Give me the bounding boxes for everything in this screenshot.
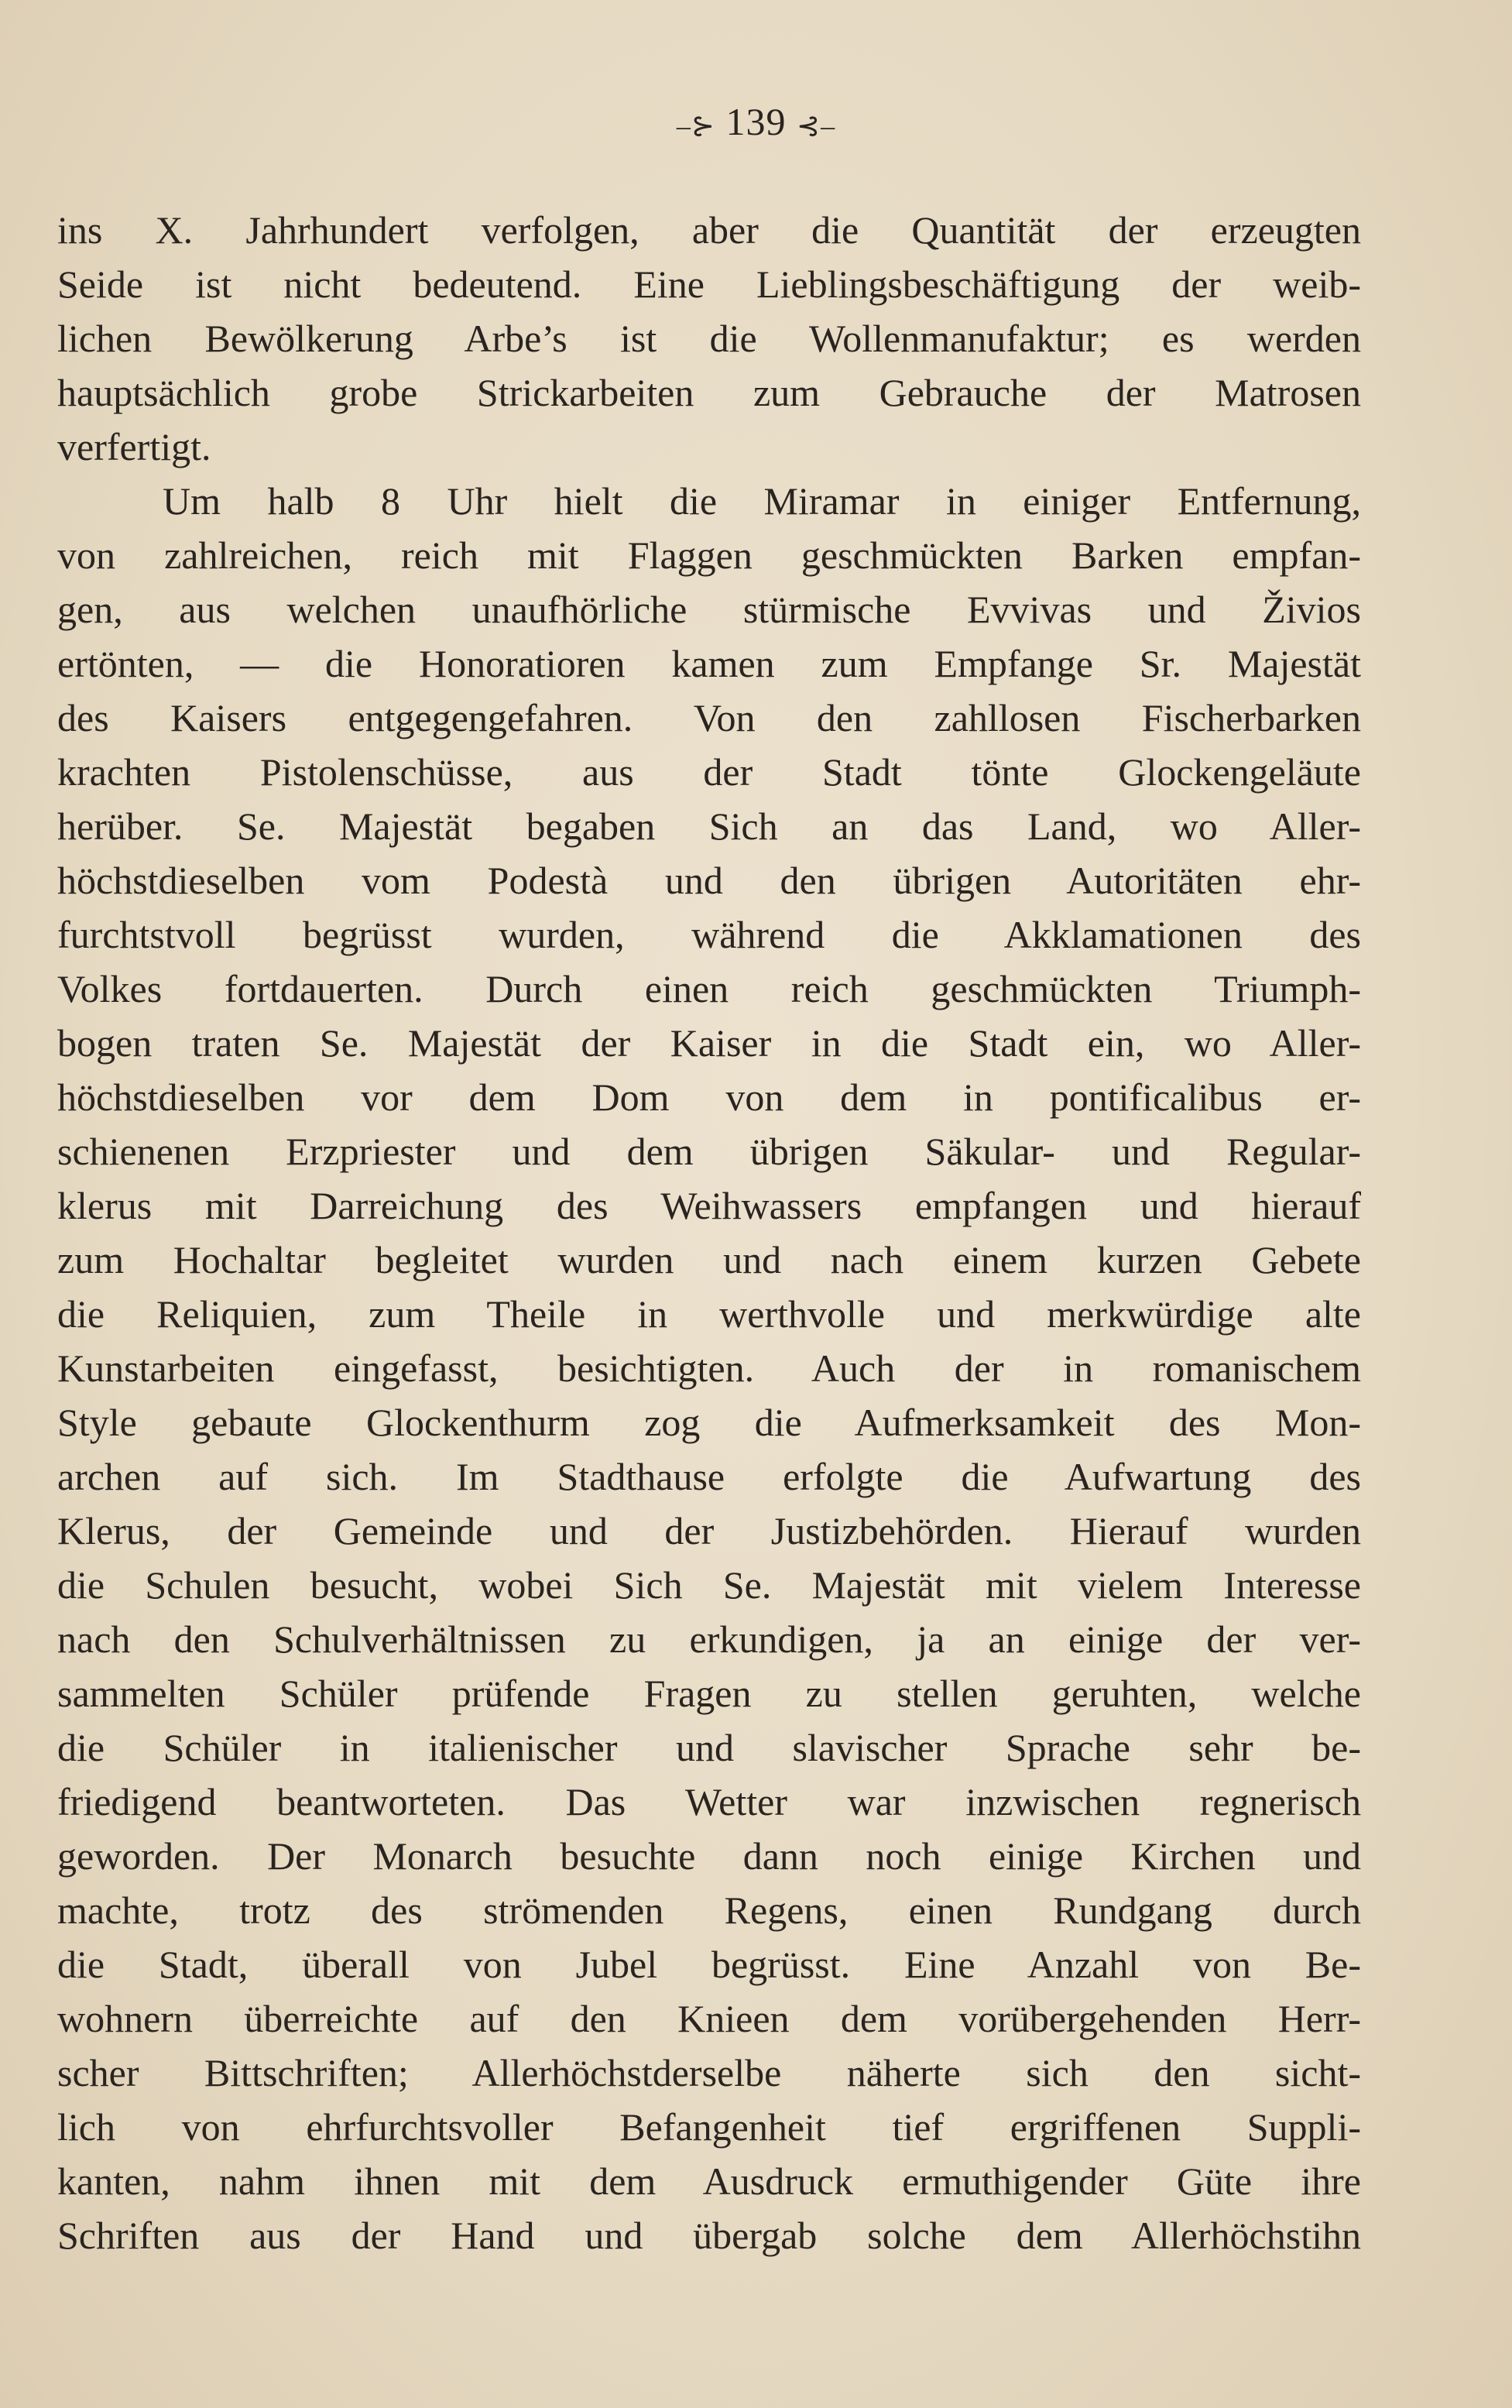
text-line: die Reliquien, zum Theile in werthvolle und merkwürdige alte bbox=[57, 1292, 1361, 1336]
text-line: lich von ehrfurchtsvoller Befangenheit tief ergriffenen Suppli- bbox=[57, 2105, 1361, 2149]
text-line: gen, aus welchen unaufhörliche stürmische Evvivas und Živios bbox=[57, 588, 1361, 631]
text-line: kanten, nahm ihnen mit dem Ausdruck ermuthigender Güte ihre bbox=[57, 2159, 1361, 2203]
text-line: höchstdieselben vor dem Dom von dem in pontificalibus er- bbox=[57, 1075, 1361, 1119]
text-line: von zahlreichen, reich mit Flaggen geschmückten Barken empfan- bbox=[57, 533, 1361, 577]
text-line: sammelten Schüler prüfende Fragen zu stellen geruhten, welche bbox=[57, 1672, 1361, 1715]
ornament-right-icon: ⊰– bbox=[797, 110, 836, 142]
text-line: schienenen Erzpriester und dem übrigen Säkular- und Regular- bbox=[57, 1130, 1361, 1173]
text-line: Volkes fortdauerten. Durch einen reich geschmückten Triumph- bbox=[57, 967, 1361, 1010]
text-line: herüber. Se. Majestät begaben Sich an das Land, wo Aller- bbox=[57, 804, 1361, 848]
text-line: geworden. Der Monarch besuchte dann noch einige Kirchen und bbox=[57, 1834, 1361, 1878]
text-line: ertönten, — die Honoratioren kamen zum Empfange Sr. Majestät bbox=[57, 642, 1361, 685]
text-line: die Schüler in italienischer und slavischer Sprache sehr be- bbox=[57, 1726, 1361, 1769]
text-line: Klerus, der Gemeinde und der Justizbehörden. Hierauf wurden bbox=[57, 1509, 1361, 1552]
text-line: die Stadt, überall von Jubel begrüsst. Eine Anzahl von Be- bbox=[57, 1943, 1361, 1986]
text-line: friedigend beantworteten. Das Wetter war inzwischen regnerisch bbox=[57, 1780, 1361, 1823]
text-line: ins X. Jahrhundert verfolgen, aber die Quantität der erzeugten bbox=[57, 208, 1361, 252]
text-line: archen auf sich. Im Stadthause erfolgte die Aufwartung des bbox=[57, 1455, 1361, 1498]
text-line: klerus mit Darreichung des Weihwassers empfangen und hierauf bbox=[57, 1184, 1361, 1227]
text-line: des Kaisers entgegengefahren. Von den zahllosen Fischerbarken bbox=[57, 696, 1361, 739]
text-line: verfertigt. bbox=[57, 425, 211, 468]
text-line: Um halb 8 Uhr hielt die Miramar in einiger Entfernung, bbox=[163, 479, 1361, 523]
text-line: bogen traten Se. Majestät der Kaiser in die Stadt ein, wo Aller- bbox=[57, 1021, 1361, 1065]
text-line: Style gebaute Glockenthurm zog die Aufmerksamkeit des Mon- bbox=[57, 1401, 1361, 1444]
text-line: Schriften aus der Hand und übergab solche dem Allerhöchstihn bbox=[57, 2214, 1361, 2257]
text-line: furchtstvoll begrüsst wurden, während die Akklamationen des bbox=[57, 913, 1361, 956]
text-line: die Schulen besucht, wobei Sich Se. Majestät mit vielem Interesse bbox=[57, 1563, 1361, 1607]
text-line: hauptsächlich grobe Strickarbeiten zum Gebrauche der Matrosen bbox=[57, 371, 1361, 414]
text-line: wohnern überreichte auf den Knieen dem vorübergehenden Herr- bbox=[57, 1997, 1361, 2040]
page-number: 139 bbox=[725, 100, 787, 143]
ornament-left-icon: –⊱ bbox=[676, 110, 715, 142]
text-line: höchstdieselben vom Podestà und den übrigen Autoritäten ehr- bbox=[57, 859, 1361, 902]
text-line: Seide ist nicht bedeutend. Eine Lieblingsbeschäftigung der weib- bbox=[57, 262, 1361, 306]
text-line: Kunstarbeiten eingefasst, besichtigten. Auch der in romanischem bbox=[57, 1346, 1361, 1390]
text-line: nach den Schulverhältnissen zu erkundigen, ja an einige der ver- bbox=[57, 1617, 1361, 1661]
text-line: scher Bittschriften; Allerhöchstderselbe näherte sich den sicht- bbox=[57, 2051, 1361, 2094]
text-line: machte, trotz des strömenden Regens, einen Rundgang durch bbox=[57, 1888, 1361, 1932]
body-text bbox=[57, 203, 1361, 2262]
page-header bbox=[0, 99, 1512, 144]
text-line: lichen Bewölkerung Arbe’s ist die Wollenmanufaktur; es werden bbox=[57, 317, 1361, 360]
text-line: zum Hochaltar begleitet wurden und nach einem kurzen Gebete bbox=[57, 1238, 1361, 1281]
text-line: krachten Pistolenschüsse, aus der Stadt tönte Glockengeläute bbox=[57, 750, 1361, 794]
